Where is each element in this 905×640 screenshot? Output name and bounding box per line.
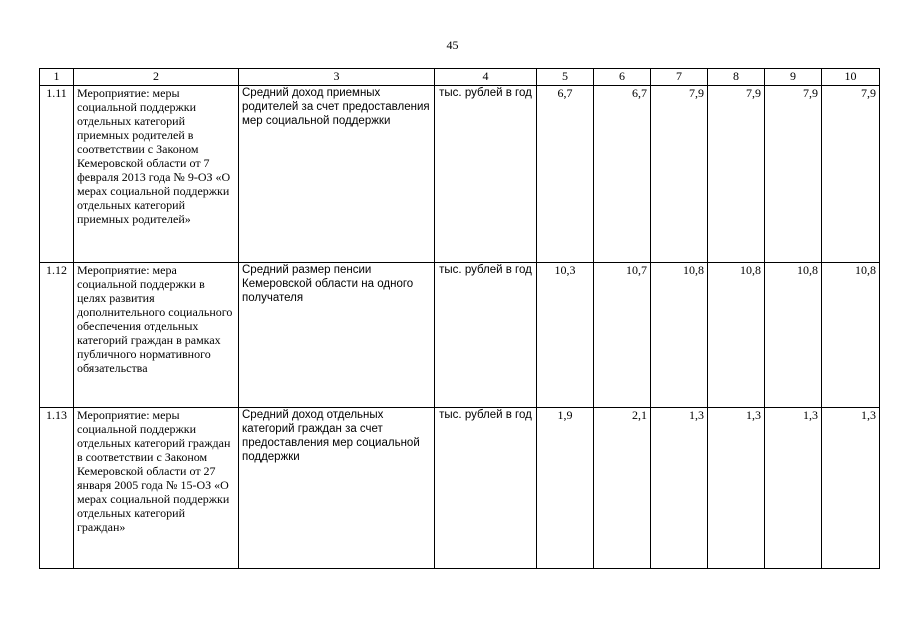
table-row	[40, 86, 880, 263]
value-cell: 7,9	[765, 86, 822, 263]
unit-of-measure: тыс. рублей в год	[435, 408, 537, 569]
column-header: 8	[708, 69, 765, 86]
value-cell: 10,8	[708, 263, 765, 408]
column-header: 4	[435, 69, 537, 86]
value-cell: 10,7	[594, 263, 651, 408]
table-row	[40, 408, 880, 569]
value-cell: 7,9	[651, 86, 708, 263]
unit-of-measure: тыс. рублей в год	[435, 263, 537, 408]
value-cell: 1,3	[708, 408, 765, 569]
column-header: 1	[40, 69, 74, 86]
value-cell: 1,3	[765, 408, 822, 569]
table-row	[40, 263, 880, 408]
indicator-name: Средний размер пенсии Кемеровской области на одного получателя	[239, 263, 435, 408]
event-description: Мероприятие: меры социальной поддержки отдельных категорий граждан в соответствии с Законом Кемеровской области от 27 января 2005 года № 15-ОЗ «О мерах социальной поддержки отдельных категорий граждан»	[74, 408, 239, 569]
indicators-table	[39, 68, 880, 569]
indicator-name: Средний доход приемных родителей за счет предоставления мер социальной поддержки	[239, 86, 435, 263]
value-cell: 6,7	[537, 86, 594, 263]
row-number: 1.12	[40, 263, 74, 408]
value-cell: 10,8	[822, 263, 880, 408]
event-description: Мероприятие: меры социальной поддержки отдельных категорий приемных родителей в соответствии с Законом Кемеровской области от 7 февраля 2013 года № 9-ОЗ «О мерах социальной поддержки отдельных категорий приемных родителей»	[74, 86, 239, 263]
table-header-row	[40, 69, 880, 86]
value-cell: 7,9	[708, 86, 765, 263]
value-cell: 2,1	[594, 408, 651, 569]
column-header: 2	[74, 69, 239, 86]
value-cell: 10,3	[537, 263, 594, 408]
indicator-name: Средний доход отдельных категорий граждан за счет предоставления мер социальной поддержки	[239, 408, 435, 569]
column-header: 6	[594, 69, 651, 86]
row-number: 1.13	[40, 408, 74, 569]
column-header: 5	[537, 69, 594, 86]
row-number: 1.11	[40, 86, 74, 263]
column-header: 9	[765, 69, 822, 86]
value-cell: 7,9	[822, 86, 880, 263]
event-description: Мероприятие: мера социальной поддержки в целях развития дополнительного социального обеспечения отдельных категорий граждан в рамках публичного нормативного обязательства	[74, 263, 239, 408]
page-number: 45	[446, 38, 459, 52]
column-header: 7	[651, 69, 708, 86]
unit-of-measure: тыс. рублей в год	[435, 86, 537, 263]
column-header: 3	[239, 69, 435, 86]
value-cell: 1,3	[822, 408, 880, 569]
value-cell: 6,7	[594, 86, 651, 263]
value-cell: 10,8	[651, 263, 708, 408]
value-cell: 1,3	[651, 408, 708, 569]
value-cell: 10,8	[765, 263, 822, 408]
column-header: 10	[822, 69, 880, 86]
value-cell: 1,9	[537, 408, 594, 569]
